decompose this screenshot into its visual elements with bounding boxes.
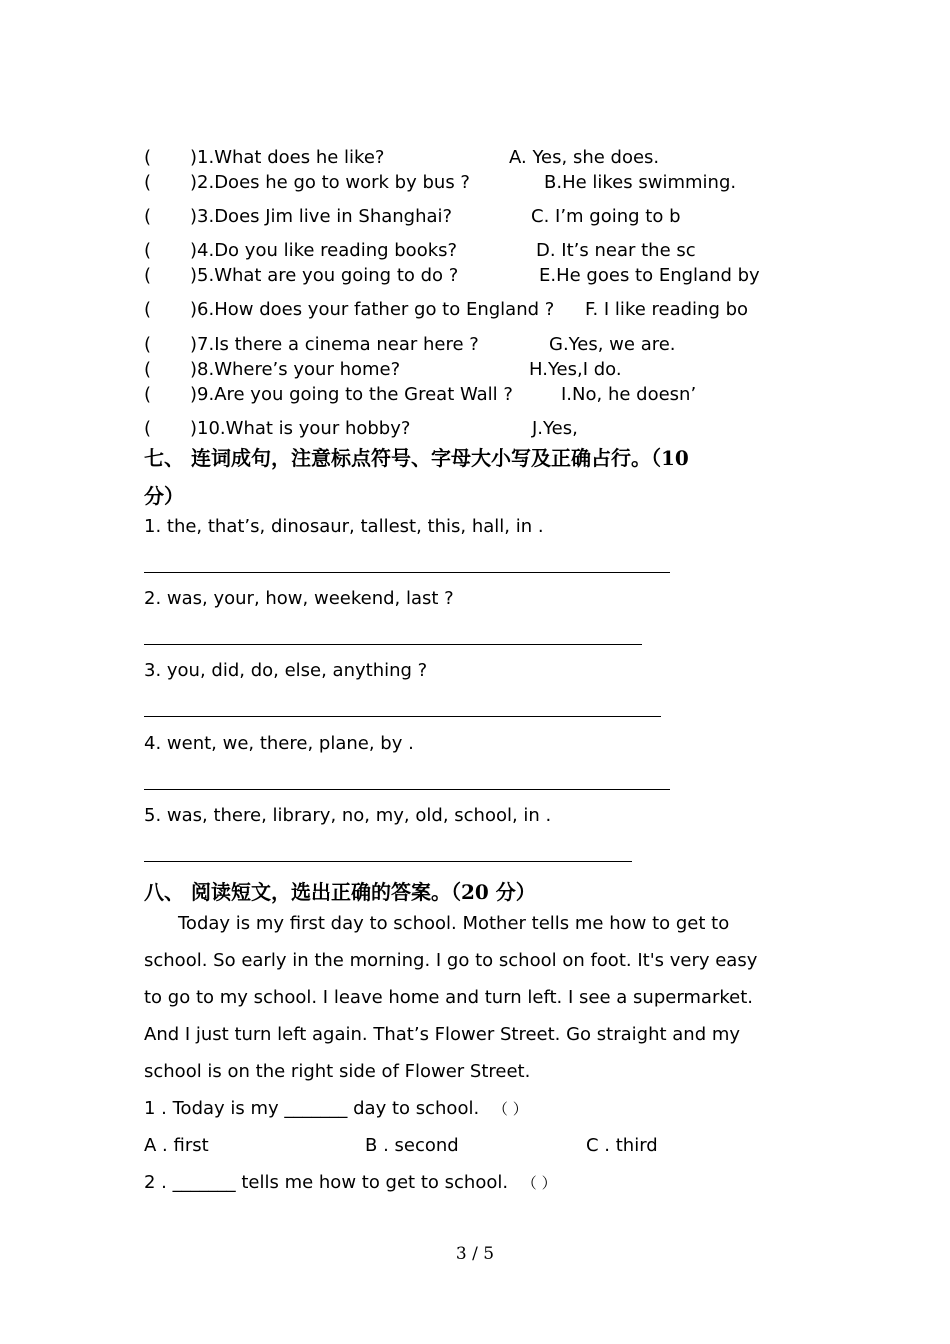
- sentence-words: 2. was, your, how, weekend, last ?: [144, 588, 454, 609]
- matching-answer: J.Yes,: [532, 418, 578, 439]
- matching-answer: F. I like reading bo: [585, 299, 749, 320]
- matching-answer: E.He goes to England by: [539, 265, 760, 286]
- question-2: 2 . _______ tells me how to get to school. （ ）: [144, 1172, 557, 1193]
- sentence-words: 5. was, there, library, no, my, old, school, in .: [144, 805, 552, 826]
- answer-line[interactable]: [144, 572, 670, 573]
- matching-item: ( )1.What does he like? A. Yes, she does.: [144, 147, 660, 168]
- section8-heading: 八、 阅读短文，选出正确的答案。（20 分）: [144, 880, 536, 904]
- section7-heading: 七、 连词成句，注意标点符号、字母大小写及正确占行。（10: [144, 446, 689, 470]
- answer-line[interactable]: [144, 644, 642, 645]
- answer-paren[interactable]: （ ）: [521, 1174, 557, 1192]
- matching-item: ( )3.Does Jim live in Shanghai? C. I’m going to b: [144, 206, 681, 227]
- matching-item: ( )7.Is there a cinema near here ? G.Yes, we are.: [144, 334, 676, 355]
- matching-answer: G.Yes, we are.: [549, 334, 676, 355]
- page-number: 3 / 5: [455, 1244, 495, 1264]
- matching-item: ( )6.How does your father go to England ? F. I like reading bo: [144, 299, 749, 320]
- matching-answer: A. Yes, she does.: [509, 147, 660, 168]
- answer-line[interactable]: [144, 861, 632, 862]
- section7-heading-cont: 分）: [144, 484, 184, 508]
- option-c: C . third: [586, 1135, 658, 1156]
- matching-item: ( )8.Where’s your home? H.Yes,I do.: [144, 359, 622, 380]
- option-b: B . second: [365, 1135, 459, 1156]
- sentence-words: 4. went, we, there, plane, by .: [144, 733, 414, 754]
- matching-answer: H.Yes,I do.: [529, 359, 622, 380]
- matching-item: ( )2.Does he go to work by bus ? B.He likes swimming.: [144, 172, 737, 193]
- answer-paren[interactable]: （ ）: [492, 1100, 528, 1118]
- matching-answer: C. I’m going to b: [531, 206, 681, 227]
- answer-line[interactable]: [144, 716, 661, 717]
- matching-item: ( )9.Are you going to the Great Wall ? I.No, he doesn’: [144, 384, 697, 405]
- option-a: A . first: [144, 1135, 209, 1156]
- matching-item: ( )4.Do you like reading books? D. It’s near the sc: [144, 240, 696, 261]
- matching-item: ( )5.What are you going to do ? E.He goes to England by: [144, 265, 760, 286]
- reading-passage: Today is my first day to school. Mother tells me how to get to school. So early in the morning. I go to school on foot. It's very easy to go to my school. I leave home and turn left. I see a supermarket. And I just turn left again. That’s Flower Street. Go straight and my school is on the right side of Flower Street.: [144, 913, 758, 1082]
- question-1: 1 . Today is my _______ day to school. （ ）: [144, 1098, 528, 1119]
- matching-item: ( )10.What is your hobby? J.Yes,: [144, 418, 578, 439]
- matching-answer: I.No, he doesn’: [561, 384, 697, 405]
- matching-answer: B.He likes swimming.: [544, 172, 737, 193]
- answer-line[interactable]: [144, 789, 670, 790]
- sentence-words: 1. the, that’s, dinosaur, tallest, this, hall, in .: [144, 516, 544, 537]
- sentence-words: 3. you, did, do, else, anything ?: [144, 660, 428, 681]
- matching-answer: D. It’s near the sc: [536, 240, 696, 261]
